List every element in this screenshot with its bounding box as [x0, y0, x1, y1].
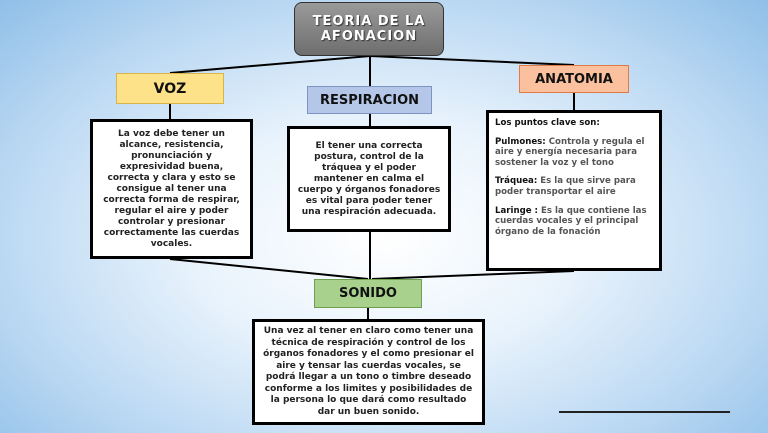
anatomia-term: Laringe :	[495, 205, 538, 216]
voz-text: La voz debe tener un alcance, resistencia, pronunciación y expresividad buena, correcta y clara y esto se consigue al tener una correcta forma de respirar, regular el aire y poder controlar y presionar correctamente las cuerdas vocales.	[103, 128, 240, 249]
anatomia-desc: Es la que sirve para poder transportar el aire	[495, 176, 636, 197]
connector-title-anatomia	[370, 56, 574, 65]
title-line-1: TEORIA DE LA	[312, 14, 426, 29]
respiracion-text: El tener una correcta postura, control de la tráquea y el poder mantener en calma el cuerpo y órganos fonadores es vital para poder tener una respiración adecuada.	[297, 140, 441, 217]
voz-description	[90, 119, 253, 259]
title-line-2: AFONACION	[320, 29, 418, 44]
anatomia-desc: Es la que contiene las cuerdas vocales y el principal órgano de la fonación	[495, 205, 647, 237]
anatomia-term: Pulmones:	[495, 136, 546, 147]
respiracion-description	[287, 126, 451, 232]
sonido-text: Una vez al tener en claro como tener una técnica de respiración y control de los órganos fonadores y el como presionar el aire y tensar las cuerdas vocales, se podrá llegar a un tono o timbre deseado conforme a los limites y posibilidades de la persona lo que dará como resultado dar un buen sonido.	[263, 326, 474, 417]
anatomia-item	[495, 137, 653, 169]
bottom-rule	[559, 411, 730, 413]
anatomia-description	[486, 110, 662, 271]
connector-title-voz	[170, 56, 370, 73]
anatomia-term: Tráquea:	[495, 176, 538, 187]
anatomia-intro: Los puntos clave son:	[495, 118, 600, 128]
anatomia-desc: Controla y regula el aire y energía necesaria para sostener la voz y el tono	[495, 136, 645, 168]
node-anatomia: ANATOMIA	[519, 65, 629, 93]
node-respiracion: RESPIRACION	[307, 86, 432, 114]
anatomia-item	[495, 176, 653, 197]
anatomia-item	[495, 206, 653, 238]
node-sonido: SONIDO	[314, 279, 422, 308]
connector-voz-sonido	[170, 259, 368, 279]
node-voz: VOZ	[116, 73, 224, 104]
sonido-description	[252, 319, 485, 425]
connector-anatomia-sonido	[372, 271, 574, 279]
title-node	[294, 2, 444, 56]
